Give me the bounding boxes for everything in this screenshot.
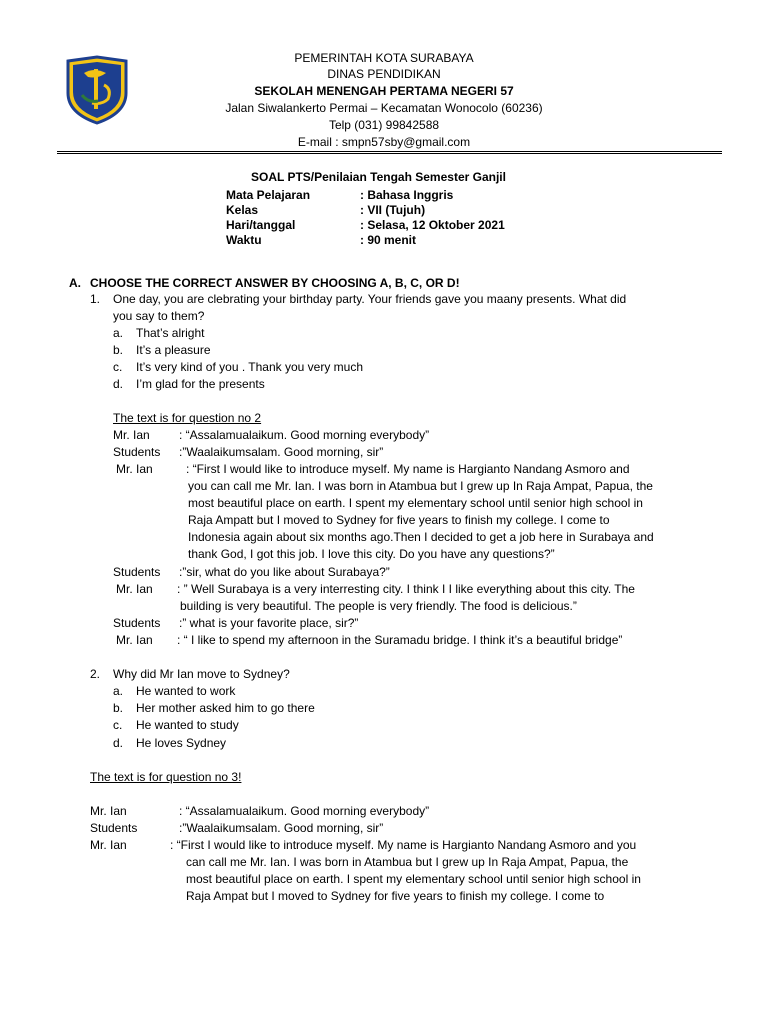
dialog-line: : “Assalamualaikum. Good morning everybody”: [179, 428, 430, 442]
dialog-line: : ” Well Surabaya is a very interresting city. I think I I like everything about this city. The: [177, 582, 635, 596]
dialog-line: :”Waalaikumsalam. Good morning, sir”: [179, 821, 384, 835]
dialog-speaker: Mr. Ian: [90, 804, 127, 818]
header-school-name: SEKOLAH MENENGAH PERTAMA NEGERI 57: [254, 84, 514, 98]
info-value-date: : Selasa, 12 Oktober 2021: [360, 218, 505, 232]
option-1a-letter: a.: [113, 326, 124, 340]
dialog-line: Indonesia again about six months ago.Then I decided to get a job here in Surabaya and: [188, 530, 654, 544]
text-3-heading: The text is for question no 3!: [90, 770, 242, 784]
option-1d-letter: d.: [113, 377, 124, 391]
dialog-line: : “Assalamualaikum. Good morning everybody”: [179, 804, 430, 818]
dialog-line: you can call me Mr. Ian. I was born in Atambua but I grew up In Raja Ampat, Papua, the: [188, 479, 653, 493]
dialog-line: :”Waalaikumsalam. Good morning, sir”: [179, 445, 384, 459]
dialog-line: : “First I would like to introduce myself. My name is Hargianto Nandang Asmoro and: [186, 462, 630, 476]
option-2c-letter: c.: [113, 718, 123, 732]
section-letter: A.: [69, 276, 81, 290]
dialog-line: can call me Mr. Ian. I was born in Atambua but I grew up In Raja Ampat, Papua, the: [186, 855, 629, 869]
info-label-date: Hari/tanggal: [226, 218, 296, 232]
dialog-speaker: Students: [113, 616, 161, 630]
dialog-speaker: Mr. Ian: [116, 462, 153, 476]
dialog-line: most beautiful place on earth. I spent my elementary school until senior high school in: [188, 496, 643, 510]
dialog-speaker: Mr. Ian: [90, 838, 127, 852]
info-label-class: Kelas: [226, 203, 259, 217]
option-1a-text: That’s alright: [136, 326, 205, 340]
option-1c-text: It’s very kind of you . Thank you very much: [136, 360, 363, 374]
text-2-heading: The text is for question no 2: [113, 411, 262, 425]
option-1b-letter: b.: [113, 343, 124, 357]
question-1-text-line-2: you say to them?: [113, 309, 205, 323]
info-value-time: : 90 menit: [360, 233, 417, 247]
dialog-speaker: Mr. Ian: [113, 428, 150, 442]
option-2a-text: He wanted to work: [136, 684, 236, 698]
dialog-line: :”sir, what do you like about Surabaya?”: [179, 565, 390, 579]
dialog-line: :” what is your favorite place, sir?”: [179, 616, 359, 630]
option-1b-text: It’s a pleasure: [136, 343, 211, 357]
info-label-time: Waktu: [226, 233, 262, 247]
dialog-line: : “ I like to spend my afternoon in the Suramadu bridge. I think it’s a beautiful bridge”: [177, 633, 623, 647]
question-2-number: 2.: [90, 667, 101, 681]
question-1-text-line-1: One day, you are clebrating your birthday party. Your friends gave you maany presents. What did: [113, 292, 627, 306]
dialog-speaker: Students: [90, 821, 138, 835]
dialog-speaker: Mr. Ian: [116, 582, 153, 596]
question-2-text: Why did Mr Ian move to Sydney?: [113, 667, 290, 681]
dialog-line: most beautiful place on earth. I spent my elementary school until senior high school in: [186, 872, 641, 886]
header-phone: Telp (031) 99842588: [328, 118, 440, 132]
dialog-speaker: Students: [113, 445, 161, 459]
dialog-line: thank God, I got this job. I love this city. Do you have any questions?”: [188, 547, 555, 561]
exam-title: SOAL PTS/Penilaian Tengah Semester Ganjil: [251, 170, 506, 184]
option-2d-text: He loves Sydney: [136, 736, 227, 750]
info-value-subject: : Bahasa Inggris: [360, 188, 454, 202]
option-1c-letter: c.: [113, 360, 123, 374]
header-government: PEMERINTAH KOTA SURABAYA: [294, 51, 474, 65]
option-2a-letter: a.: [113, 684, 124, 698]
dialog-line: Raja Ampat but I moved to Sydney for five years to finish my college. I come to: [186, 889, 605, 903]
header-email: E-mail : smpn57sby@gmail.com: [297, 135, 471, 149]
section-instruction: CHOOSE THE CORRECT ANSWER BY CHOOSING A, B, C, OR D!: [90, 276, 460, 290]
header-address: Jalan Siwalankerto Permai – Kecamatan Wonocolo (60236): [225, 101, 543, 115]
dialog-line: Raja Ampatt but I moved to Sydney for five years to finish my college. I come to: [188, 513, 610, 527]
option-2d-letter: d.: [113, 736, 124, 750]
info-value-class: : VII (Tujuh): [360, 203, 426, 217]
info-label-subject: Mata Pelajaran: [226, 188, 311, 202]
question-1-number: 1.: [90, 292, 101, 306]
dialog-line: : “First I would like to introduce myself. My name is Hargianto Nandang Asmoro and you: [170, 838, 637, 852]
dialog-line: building is very beautiful. The people is very friendly. The food is delicious.”: [180, 599, 577, 613]
dialog-speaker: Mr. Ian: [116, 633, 153, 647]
option-2c-text: He wanted to study: [136, 718, 239, 732]
header-department: DINAS PENDIDIKAN: [327, 67, 441, 81]
option-2b-letter: b.: [113, 701, 124, 715]
header-divider: [57, 151, 722, 152]
option-2b-text: Her mother asked him to go there: [136, 701, 315, 715]
dialog-speaker: Students: [113, 565, 161, 579]
header-divider-second: [57, 153, 722, 154]
option-1d-text: I’m glad for the presents: [136, 377, 265, 391]
